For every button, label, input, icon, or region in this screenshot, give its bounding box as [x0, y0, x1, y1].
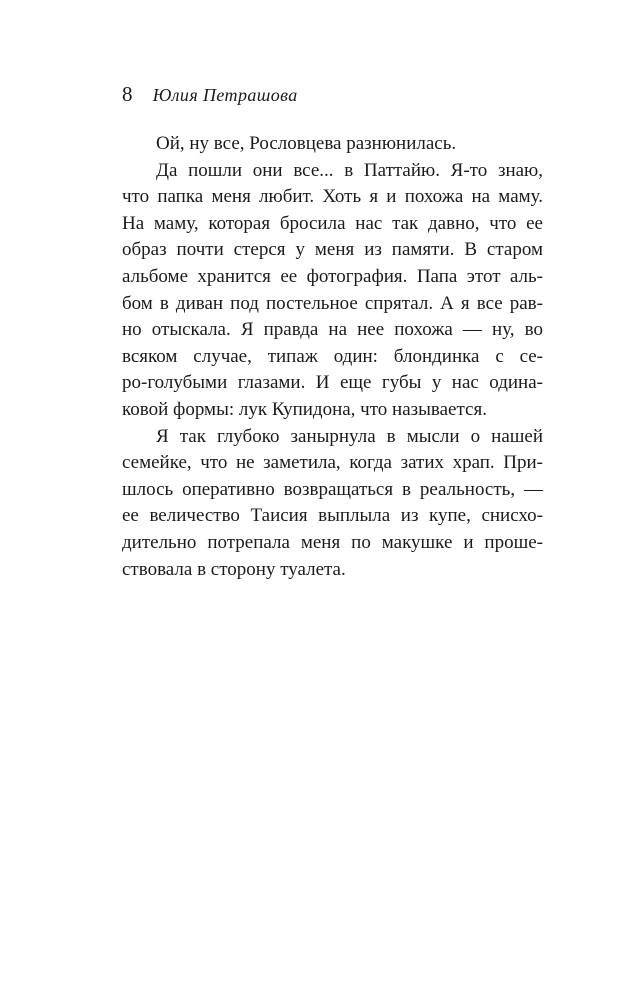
author-name: Юлия Петрашова [152, 85, 298, 105]
text-line: ее величество Таисия выплыла из купе, снисхо- [122, 505, 543, 527]
text-line: семейке, что не заметила, когда затих храп. При- [122, 452, 543, 474]
text-line: шлось оперативно возвращаться в реальность, — [122, 478, 543, 500]
text-line: дительно потрепала меня по макушке и проше- [122, 531, 543, 553]
text-block [122, 131, 543, 583]
text-line: но отыскала. Я правда на нее похожа — ну, во [122, 319, 543, 341]
text-line: образ почти стерся у меня из памяти. В старом [122, 239, 543, 261]
text-line: альбоме хранится ее фотография. Папа этот аль- [122, 265, 543, 287]
page-number: 8 [122, 82, 133, 106]
text-line: Я так глубоко занырнула в мысли о нашей [156, 425, 543, 447]
text-line: ствовала в сторону туалета. [122, 558, 346, 580]
text-line: Ой, ну все, Рословцева разнюнилась. [156, 133, 457, 154]
page-header [122, 82, 543, 107]
text-line: ро-голубыми глазами. И еще губы у нас одина- [122, 372, 543, 394]
text-line: ковой формы: лук Купидона, что называется. [122, 398, 487, 420]
text-line: На маму, которая бросила нас так давно, что ее [122, 212, 543, 234]
text-line: что папка меня любит. Хоть я и похожа на маму. [122, 186, 543, 208]
text-line: Да пошли они все... в Паттайю. Я-то знаю, [156, 159, 543, 181]
text-line: всяком случае, типаж один: блондинка с се- [122, 345, 543, 367]
text-line: бом в диван под постельное спрятал. А я все рав- [122, 292, 543, 314]
